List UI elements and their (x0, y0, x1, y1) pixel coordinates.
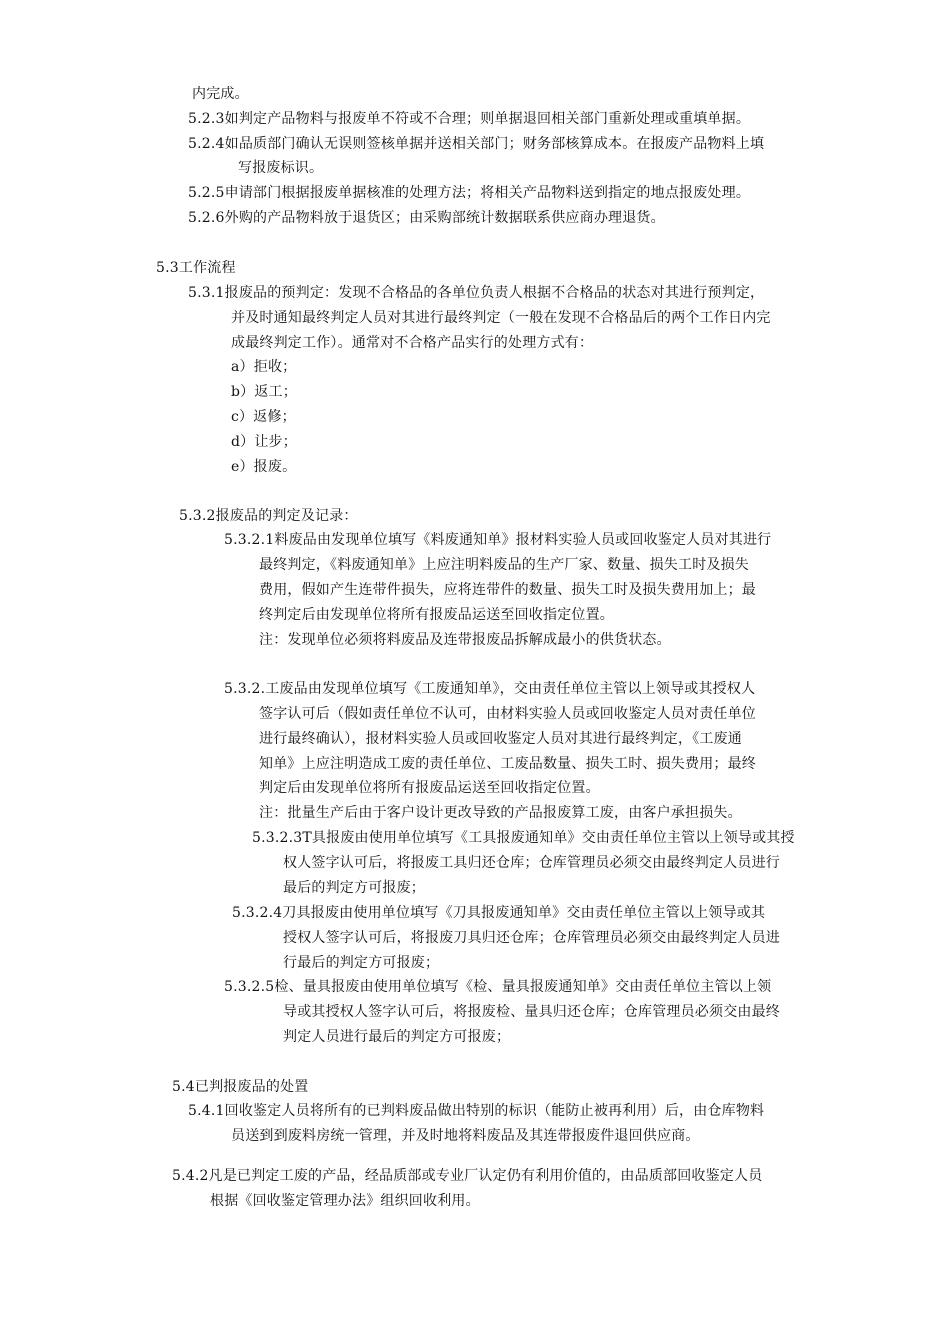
note-line: 注：批量生产后由于客户设计更改导致的产品报废算工废，由客户承担损失。 (259, 805, 742, 821)
text-line: 5.2.5申请部门根据报废单据核准的处理方法；将相关产品物料送到指定的地点报废处理。 (188, 185, 751, 201)
list-item: a）拒收； (231, 359, 297, 375)
text-line: 根据《回收鉴定管理办法》组织回收利用。 (210, 1193, 480, 1209)
text-line: 并及时通知最终判定人员对其进行最终判定（一般在发现不合格品后的两个工作日内完 (231, 310, 771, 326)
text-line: 5.2.4如品质部门确认无误则签核单据并送相关部门；财务部核算成本。在报废产品物料上填 (188, 136, 765, 152)
text-line: 5.4.1回收鉴定人员将所有的已判料废品做出特别的标识（能防止被再利用）后，由仓库物料 (188, 1103, 765, 1119)
list-item: c）返修； (231, 409, 296, 425)
text-line: 终判定后由发现单位将所有报废品运送至回收指定位置。 (259, 607, 614, 623)
text-line: 最终判定，《料废通知单》上应注明料废品的生产厂家、数量、损失工时及损失 (259, 557, 749, 573)
text-line: 5.3.2.1料废品由发现单位填写《料废通知单》报材料实验人员或回收鉴定人员对其进行 (224, 532, 772, 548)
text-line: 5.2.3如判定产品物料与报废单不符或不合理；则单据退回相关部门重新处理或重填单据。 (188, 111, 751, 127)
note-line: 注：发现单位必须将料废品及连带报废品拆解成最小的供货状态。 (259, 632, 671, 648)
text-line: 员送到到废料房统一管理，并及时地将料废品及其连带报废件退回供应商。 (231, 1128, 700, 1144)
text-line: 5.3.2.工废品由发现单位填写《工废通知单》，交由责任单位主管以上领导或其授权人 (224, 681, 756, 697)
list-item: e）报废。 (231, 459, 297, 475)
text-line: 成最终判定工作）。通常对不合格产品实行的处理方式有： (231, 335, 594, 351)
list-item: d）让步； (231, 434, 297, 450)
list-item: b）返工； (231, 384, 297, 400)
text-line: 内完成。 (192, 86, 249, 102)
text-line: 5.3.1报废品的预判定：发现不合格品的各单位负责人根据不合格品的状态对其进行预判定， (188, 285, 765, 301)
text-line: 知单》上应注明造成工废的责任单位、工废品数量、损失工时、损失费用；最终 (259, 756, 756, 772)
text-line: 签字认可后（假如责任单位不认可，由材料实验人员或回收鉴定人员对责任单位 (259, 706, 756, 722)
text-line: 5.4.2凡是已判定工废的产品，经品质部或专业厂认定仍有利用价值的，由品质部回收鉴定人员 (172, 1168, 763, 1184)
text-line: 5.3.2.5检、量具报废由使用单位填写《检、量具报废通知单》交由责任单位主管以上领 (224, 979, 772, 995)
text-line: 行最后的判定方可报废； (283, 955, 440, 971)
text-line: 权人签字认可后，将报废工具归还仓库；仓库管理员必须交由最终判定人员进行 (283, 855, 780, 871)
section-heading: 5.3工作流程 (156, 260, 236, 276)
text-line: 导或其授权人签字认可后，将报废检、量具归还仓库；仓库管理员必须交由最终 (283, 1004, 780, 1020)
text-line: 写报废标识。 (238, 160, 324, 176)
section-heading: 5.4已判报废品的处置 (172, 1079, 309, 1095)
text-line: 最后的判定方可报废； (283, 880, 425, 896)
text-line: 费用，假如产生连带件损失，应将连带件的数量、损失工时及损失费用加上；最 (259, 582, 756, 598)
text-line: 5.2.6外购的产品物料放于退货区；由采购部统计数据联系供应商办理退货。 (188, 210, 665, 226)
text-line: 进行最终确认），报材料实验人员或回收鉴定人员对其进行最终判定，《工废通 (259, 731, 742, 747)
text-line: 5.3.2.4刀具报废由使用单位填写《刀具报废通知单》交由责任单位主管以上领导或其 (232, 905, 766, 921)
text-line: 判定人员进行最后的判定方可报废； (283, 1029, 511, 1045)
text-line: 5.3.2.3T具报废由使用单位填写《工具报废通知单》交由责任单位主管以上领导或其授 (252, 830, 795, 846)
text-line: 授权人签字认可后，将报废刀具归还仓库；仓库管理员必须交由最终判定人员进 (283, 930, 780, 946)
subsection-heading: 5.3.2报废品的判定及记录： (179, 508, 358, 524)
text-line: 判定后由发现单位将所有报废品运送至回收指定位置。 (259, 780, 600, 796)
